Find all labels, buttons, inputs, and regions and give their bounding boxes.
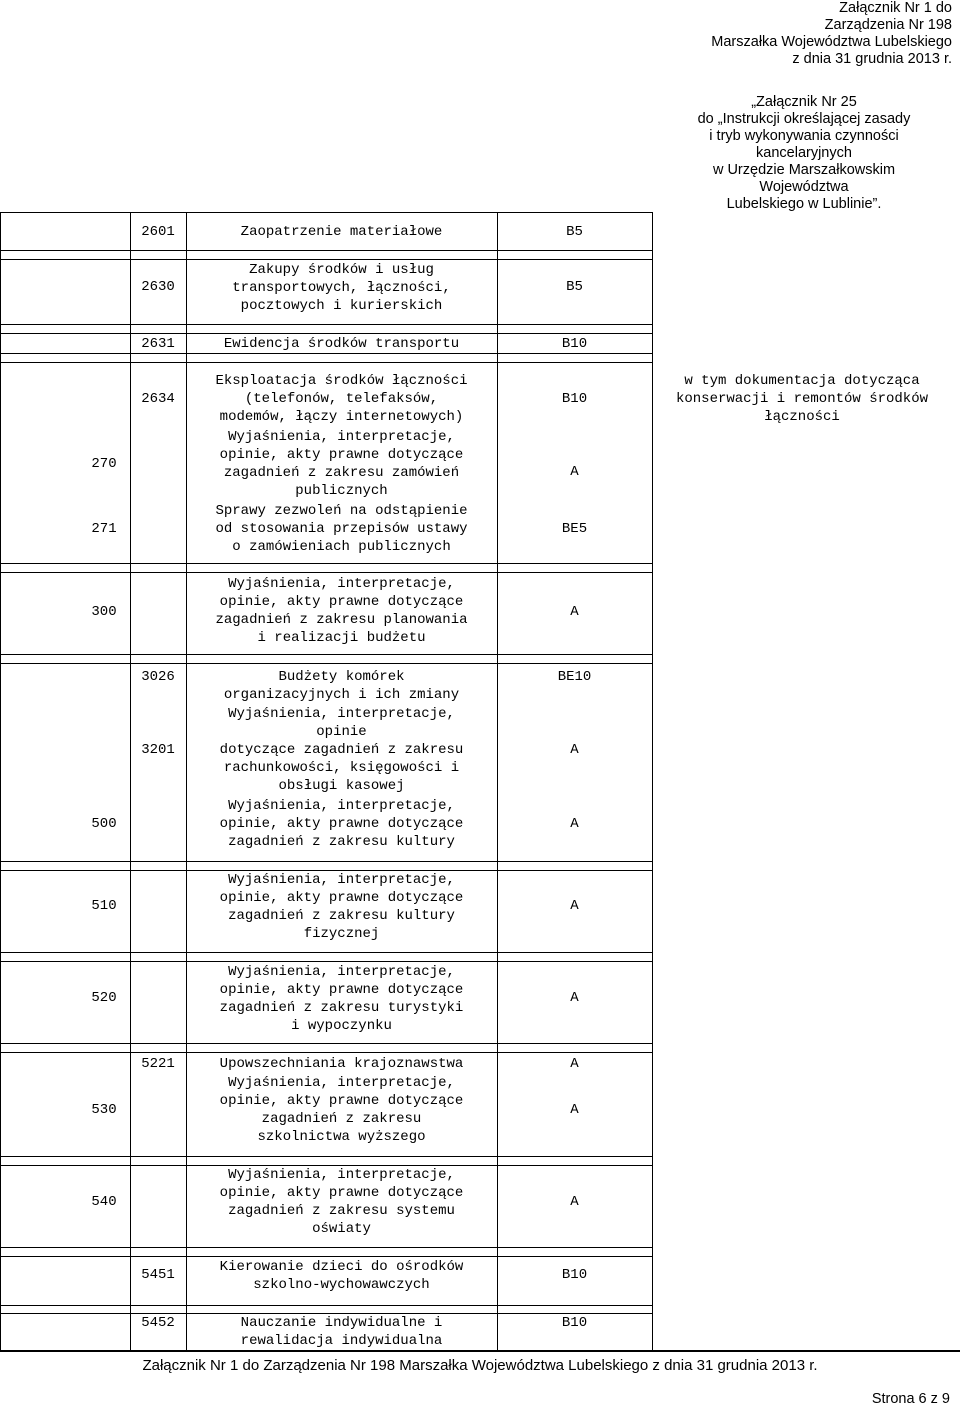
description-line: zagadnień z zakresu	[261, 1111, 422, 1127]
description-line: od stosowania przepisów ustawy	[215, 521, 468, 537]
description-line: Wyjaśnienia, interpretacje,	[228, 872, 455, 888]
grid-line	[0, 212, 1, 1350]
row-category: BE10	[557, 669, 592, 685]
description-line: opinie, akty prawne dotyczące	[219, 982, 464, 998]
row-description	[186, 261, 497, 315]
subheader-line: „Załącznik Nr 25	[751, 94, 857, 110]
description-line: opinie, akty prawne dotyczące	[219, 594, 464, 610]
grid-line	[0, 212, 652, 213]
description-line: publicznych	[295, 483, 388, 499]
grid-line	[0, 1305, 652, 1306]
header-line: Zarządzenia Nr 198	[824, 17, 952, 33]
grid-line	[0, 563, 652, 564]
row-code: 2631	[141, 336, 175, 352]
description-line: i realizacji budżetu	[257, 630, 426, 646]
row-code: 270	[91, 456, 117, 472]
attachment-subheader	[654, 94, 954, 213]
description-line: Budżety komórek	[278, 669, 405, 685]
grid-line	[0, 259, 652, 260]
description-line: opinie, akty prawne dotyczące	[219, 447, 464, 463]
row-description	[186, 797, 497, 851]
grid-line	[0, 324, 652, 325]
grid-line	[0, 961, 652, 962]
row-code: 5451	[141, 1267, 175, 1283]
row-category: A	[570, 1194, 579, 1210]
grid-line	[0, 861, 652, 862]
grid-line	[0, 1052, 652, 1053]
row-code: 5452	[141, 1315, 175, 1331]
grid-line	[0, 654, 652, 655]
grid-line	[0, 362, 652, 363]
description-line: Sprawy zezwoleń na odstąpienie	[215, 503, 468, 519]
row-code: 500	[91, 816, 117, 832]
description-line: szkolnictwa wyższego	[257, 1129, 426, 1145]
footer-divider	[0, 1350, 960, 1352]
grid-line	[0, 1256, 652, 1257]
description-line: oświaty	[312, 1221, 371, 1237]
row-description	[186, 963, 497, 1035]
page-number: Strona 6 z 9	[871, 1391, 950, 1407]
grid-line	[0, 250, 652, 251]
description-line: Wyjaśnienia, interpretacje,	[228, 429, 455, 445]
row-description: Upowszechniania krajoznawstwa	[219, 1056, 464, 1072]
description-line: rewalidacja indywidualna	[240, 1333, 443, 1349]
description-line: szkolno-wychowawczych	[253, 1277, 430, 1293]
description-line: zagadnień z zakresu turystyki	[219, 1000, 464, 1016]
note-line: w tym dokumentacja dotycząca	[684, 373, 920, 389]
row-description	[186, 668, 497, 704]
description-line: pocztowych i kurierskich	[240, 298, 443, 314]
page-footer: Załącznik Nr 1 do Zarządzenia Nr 198 Marszałka Województwa Lubelskiego z dnia 31 grudnia 2013 r.	[142, 1357, 818, 1374]
row-description	[186, 502, 497, 556]
grid-line	[0, 1043, 652, 1044]
row-code: 2601	[141, 224, 175, 240]
grid-line	[0, 1156, 652, 1157]
row-code: 271	[91, 521, 117, 537]
description-line: zagadnień z zakresu zamówień	[223, 465, 460, 481]
subheader-line: do „Instrukcji określającej zasady	[697, 111, 911, 127]
header-line: z dnia 31 grudnia 2013 r.	[792, 51, 952, 67]
row-category: A	[570, 1102, 579, 1118]
row-code: 5221	[141, 1056, 175, 1072]
row-description	[186, 1314, 497, 1350]
row-description	[186, 1074, 497, 1146]
description-line: Wyjaśnienia, interpretacje,	[228, 706, 455, 722]
row-category: BE5	[561, 521, 588, 537]
description-line: dotyczące zagadnień z zakresu	[219, 742, 464, 758]
description-line: Wyjaśnienia, interpretacje,	[228, 964, 455, 980]
description-line: opinie, akty prawne dotyczące	[219, 1093, 464, 1109]
description-line: fizycznej	[303, 926, 380, 942]
description-line: zagadnień z zakresu kultury	[228, 908, 455, 924]
row-note	[652, 372, 952, 426]
row-category: B10	[561, 391, 588, 407]
description-line: opinie, akty prawne dotyczące	[219, 1185, 464, 1201]
row-description: Zaopatrzenie materiałowe	[240, 224, 443, 240]
row-description	[186, 1166, 497, 1238]
row-code: 2630	[141, 279, 175, 295]
grid-line	[497, 212, 498, 1350]
description-line: Nauczanie indywidualne i	[240, 1315, 443, 1331]
grid-line	[0, 663, 652, 664]
note-line: konserwacji i remontów środków	[675, 391, 929, 407]
row-code: 3201	[141, 742, 175, 758]
header-line: Załącznik Nr 1 do	[839, 0, 952, 16]
row-category: B5	[566, 279, 583, 295]
description-line: opinie, akty prawne dotyczące	[219, 890, 464, 906]
subheader-line: w Urzędzie Marszałkowskim	[712, 162, 896, 178]
row-code: 3026	[141, 669, 175, 685]
row-code: 2634	[141, 391, 175, 407]
description-line: (telefonów, telefaksów,	[244, 391, 439, 407]
header-line: Marszałka Województwa Lubelskiego	[711, 34, 952, 50]
description-line: Wyjaśnienia, interpretacje,	[228, 1167, 455, 1183]
subheader-line: i tryb wykonywania czynności	[709, 128, 899, 144]
description-line: Wyjaśnienia, interpretacje,	[228, 1075, 455, 1091]
description-line: zagadnień z zakresu systemu	[228, 1203, 455, 1219]
row-category: B10	[561, 336, 588, 352]
description-line: transportowych, łączności,	[232, 280, 451, 296]
description-line: obsługi kasowej	[278, 778, 405, 794]
note-line: łączności	[764, 409, 840, 425]
row-category: A	[570, 990, 579, 1006]
row-description	[186, 705, 497, 795]
row-code: 300	[91, 604, 117, 620]
row-code: 530	[91, 1102, 117, 1118]
row-category: B10	[561, 1315, 588, 1331]
row-description	[186, 871, 497, 943]
grid-line	[130, 212, 131, 1350]
description-line: Wyjaśnienia, interpretacje,	[228, 576, 455, 592]
description-line: i wypoczynku	[291, 1018, 392, 1034]
subheader-line: kancelaryjnych	[756, 145, 852, 161]
grid-line	[0, 572, 652, 573]
description-line: modemów, łączy internetowych)	[219, 409, 464, 425]
row-description: Ewidencja środków transportu	[223, 336, 460, 352]
description-line: opinie, akty prawne dotyczące	[219, 816, 464, 832]
row-category: B5	[566, 224, 583, 240]
row-category: A	[570, 816, 579, 832]
grid-line	[0, 333, 652, 334]
description-line: Zakupy środków i usług	[249, 262, 434, 278]
row-category: A	[570, 604, 579, 620]
row-description	[186, 372, 497, 426]
row-code: 540	[91, 1194, 117, 1210]
row-category: A	[570, 742, 579, 758]
row-category: B10	[561, 1267, 588, 1283]
attachment-header	[711, 0, 952, 68]
row-category: A	[570, 464, 579, 480]
description-line: organizacyjnych i ich zmiany	[223, 687, 460, 703]
subheader-line: Województwa	[759, 179, 849, 195]
row-category: A	[570, 1056, 579, 1072]
row-category: A	[570, 898, 579, 914]
subheader-line: Lubelskiego w Lublinie”.	[726, 196, 882, 212]
row-code: 510	[91, 898, 117, 914]
description-line: o zamówieniach publicznych	[232, 539, 451, 555]
description-line: zagadnień z zakresu planowania	[215, 612, 468, 628]
grid-line	[0, 353, 652, 354]
description-line: Kierowanie dzieci do ośrodków	[219, 1259, 464, 1275]
row-description	[186, 1258, 497, 1294]
row-description	[186, 428, 497, 500]
description-line: rachunkowości, księgowości i	[223, 760, 460, 776]
grid-line	[0, 952, 652, 953]
description-line: opinie	[316, 724, 367, 740]
row-description	[186, 575, 497, 647]
description-line: Wyjaśnienia, interpretacje,	[228, 798, 455, 814]
row-code: 520	[91, 990, 117, 1006]
grid-line	[0, 1247, 652, 1248]
description-line: Eksploatacja środków łączności	[215, 373, 468, 389]
description-line: zagadnień z zakresu kultury	[228, 834, 455, 850]
